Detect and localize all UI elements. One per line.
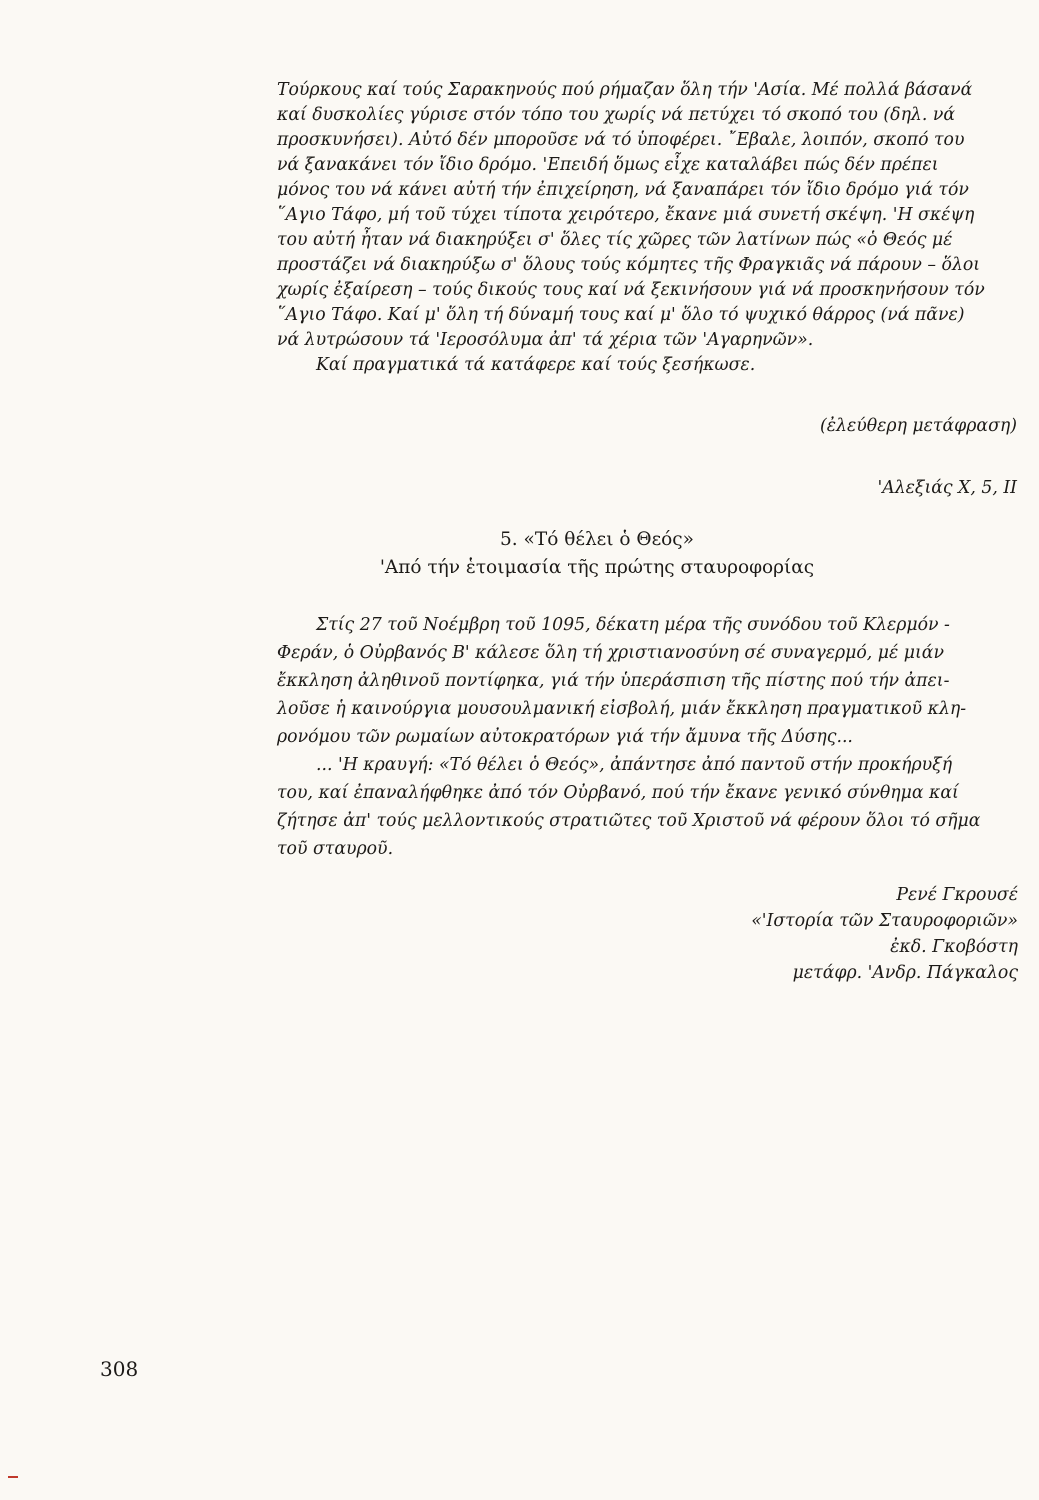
source-reference: 'Αλεξιάς X, 5, II — [877, 478, 1017, 498]
top-passage-line: ῞Αγιο Τάφο. Καί μ' ὅλη τή δύναμή τους καί μ' ὅλο τό ψυχικό θάρρος (νά πᾶνε) — [277, 305, 965, 325]
section-title: 5. «Τό θέλει ὁ Θεός» — [500, 529, 694, 550]
second-passage-line: ... 'Η κραυγή: «Τό θέλει ὁ Θεός», ἀπάντησε ἀπό παντοῦ στήν προκήρυξή — [316, 755, 953, 775]
second-passage-line: Στίς 27 τοῦ Νοέμβρη τοῦ 1095, δέκατη μέρα τῆς συνόδου τοῦ Κλερμόν - — [316, 615, 950, 635]
second-passage-line: ἔκκληση ἀληθινοῦ ποντίφηκα, γιά τήν ὑπεράσπιση τῆς πίστης πού τήν ἀπει- — [277, 671, 950, 691]
top-passage-line: νά ξανακάνει τόν ἴδιο δρόμο. 'Επειδή ὅμως εἶχε καταλάβει πώς δέν πρέπει — [277, 155, 939, 175]
top-passage-line: μόνος του νά κάνει αὐτή τήν ἐπιχείρηση, νά ξαναπάρει τόν ἴδιο δρόμο γιά τόν — [277, 180, 969, 200]
top-passage-line: προσκυνήσει). Αὐτό δέν μποροῦσε νά τό ὑποφέρει. ῎Εβαλε, λοιπόν, σκοπό του — [277, 130, 965, 150]
second-passage-line: τοῦ σταυροῦ. — [277, 839, 394, 859]
second-passage-line: λοῦσε ἡ καινούργια μουσουλμανική εἰσβολή, μιάν ἔκκληση πραγματικοῦ κλη- — [277, 699, 967, 719]
second-passage-line: ζήτησε ἀπ' τούς μελλοντικούς στρατιῶτες τοῦ Χριστοῦ νά φέρουν ὅλοι τό σῆμα — [277, 811, 981, 831]
top-passage-line: ῞Αγιο Τάφο, μή τοῦ τύχει τίποτα χειρότερο, ἔκανε μιά συνετή σκέψη. 'Η σκέψη — [277, 205, 975, 225]
top-passage-line: καί δυσκολίες γύρισε στόν τόπο του χωρίς νά πετύχει τό σκοπό του (δηλ. νά — [277, 105, 956, 125]
second-passage-line: του, καί ἐπαναλήφθηκε ἀπό τόν Οὐρβανό, πού τήν ἔκανε γενικό σύνθημα καί — [277, 783, 959, 803]
second-passage-line: Φεράν, ὁ Οὐρβανός Β' κάλεσε ὅλη τή χριστιανοσύνη σέ συναγερμό, μέ μιάν — [277, 643, 944, 663]
top-passage-line: του αὐτή ἦταν νά διακηρύξει σ' ὅλες τίς χῶρες τῶν λατίνων πώς «ὁ Θεός μέ — [277, 230, 953, 250]
translation-note: (ἐλεύθερη μετάφραση) — [820, 416, 1017, 436]
page-number: 308 — [100, 1357, 139, 1381]
closing-line: Καί πραγματικά τά κατάφερε καί τούς ξεσήκωσε. — [316, 355, 756, 375]
top-passage-line: Τούρκους καί τούς Σαρακηνούς πού ρήμαζαν ὅλη τήν 'Ασία. Μέ πολλά βάσανά — [277, 80, 973, 100]
top-passage-line: προστάζει νά διακηρύξω σ' ὅλους τούς κόμητες τῆς Φραγκιᾶς νά πάρουν – ὅλοι — [277, 255, 981, 275]
edge-mark — [8, 1476, 18, 1478]
section-subtitle: 'Από τήν ἑτοιμασία τῆς πρώτης σταυροφορίας — [379, 557, 815, 578]
second-passage-line: ρονόμου τῶν ρωμαίων αὐτοκρατόρων γιά τήν ἄμυνα τῆς Δύσης... — [277, 727, 853, 747]
attribution-publisher: ἐκδ. Γκοβόστη — [890, 937, 1018, 957]
top-passage-line: χωρίς ἐξαίρεση – τούς δικούς τους καί νά ξεκινήσουν γιά νά προσκηνήσουν τόν — [277, 280, 985, 300]
attribution-translator: μετάφρ. 'Ανδρ. Πάγκαλος — [792, 963, 1018, 983]
attribution-work: «'Ιστορία τῶν Σταυροφοριῶν» — [751, 911, 1018, 931]
top-passage-line: νά λυτρώσουν τά 'Ιεροσόλυμα ἀπ' τά χέρια τῶν 'Αγαρηνῶν». — [277, 330, 814, 350]
attribution-author: Ρενέ Γκρουσέ — [896, 885, 1018, 905]
